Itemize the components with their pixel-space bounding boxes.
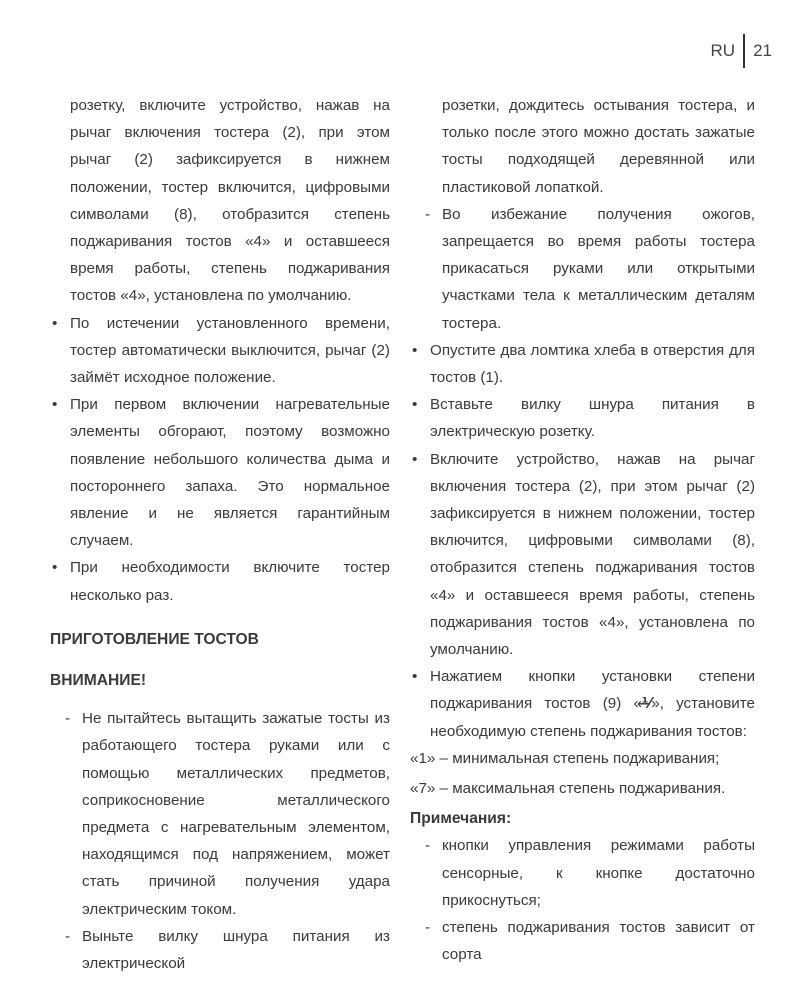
browning-level-icon: ⅟̶ [641, 695, 652, 713]
list-item-text: Вставьте вилку шнура питания в электрическую розетку. [430, 396, 755, 441]
continued-paragraph: розетку, включите устройство, нажав на рычаг включения тостера (2), при этом рычаг (2) зафиксируется в нижнем положении, тостер включится, цифровыми символами (8), отобразится степень поджаривания тостов «4» и оставшееся время работы, степень поджаривания тостов «4», установлена по умолчанию. [70, 97, 390, 305]
right-column [410, 92, 755, 969]
dash-mark: - [425, 205, 431, 223]
dash-item-text: Во избежание получения ожогов, запрещается во время работы тостера прикасаться руками или открытыми участками тела к металлическим деталям тостера. [442, 205, 755, 332]
dash-mark: - [425, 919, 431, 937]
list-item-text: По истечении установленного времени, тостер автоматически выключится, рычаг (2) займёт исходное положение. [70, 314, 390, 387]
dash-item [50, 923, 390, 977]
list-item [410, 446, 755, 664]
dash-item-text: Не пытайтесь вытащить зажатые тосты из работающего тостера руками или с помощью металлических предметов, соприкосновение металлического предмета с нагревательным элементом, находящимся под напряжением, может стать причиной получения удара электрическим током. [82, 710, 390, 918]
dash-mark: - [65, 710, 71, 728]
bullet-mark: • [412, 668, 418, 686]
left-column [50, 92, 390, 977]
dash-item [50, 705, 390, 923]
page-number: 21 [753, 41, 772, 60]
list-item-text-start: Нажатием кнопки установки степени поджаривания тостов (9) « [430, 668, 755, 713]
note-item [410, 832, 755, 914]
list-item-text-end: », установите необходимую степень поджаривания тостов: [430, 695, 755, 740]
dash-mark: - [425, 837, 431, 855]
list-item [50, 391, 390, 554]
min-level-line: «1» – минимальная степень поджаривания; [410, 749, 720, 767]
bullet-mark: • [412, 341, 418, 359]
dash-mark: - [65, 927, 71, 945]
page-header [711, 34, 772, 68]
list-item [410, 391, 755, 445]
list-item-text: При первом включении нагревательные элементы обгорают, поэтому возможно появление небольшого количества дыма и постороннего запаха. Это нормальное явление и не является гарантийным случаем. [70, 396, 390, 550]
list-item-text: Включите устройство, нажав на рычаг включения тостера (2), при этом рычаг (2) зафиксируется в нижнем положении, тостер включится, цифровыми символами (8), отобразится степень поджаривания тостов «4» и оставшееся время работы, степень поджаривания тостов «4», установлена по умолчанию. [430, 450, 755, 659]
note-item-text: степень поджаривания тостов зависит от сорта [442, 919, 755, 964]
list-item [50, 310, 390, 392]
language-label: RU [710, 41, 736, 60]
warning-title: ВНИМАНИЕ! [50, 672, 147, 690]
bullet-mark: • [412, 450, 418, 468]
bullet-mark: • [412, 396, 418, 414]
section-title: ПРИГОТОВЛЕНИЕ ТОСТОВ [50, 630, 259, 648]
bullet-mark: • [52, 559, 58, 577]
list-item [410, 337, 755, 391]
notes-title: Примечания: [410, 810, 512, 828]
note-item [410, 914, 755, 968]
dash-item [410, 201, 755, 337]
list-item-text: При необходимости включите тостер несколько раз. [70, 559, 390, 604]
note-item-text: кнопки управления режимами работы сенсорные, к кнопке достаточно прикоснуться; [442, 837, 755, 909]
continued-paragraph: розетки, дождитесь остывания тостера, и только после этого можно достать зажатые тосты подходящей деревянной или пластиковой лопаткой. [442, 97, 755, 196]
list-item-text: Опустите два ломтика хлеба в отверстия для тостов (1). [430, 341, 755, 387]
bullet-mark: • [52, 396, 58, 414]
list-item [410, 663, 755, 745]
max-level-line: «7» – максимальная степень поджаривания. [410, 780, 726, 798]
list-item [50, 554, 390, 608]
dash-item-text: Выньте вилку шнура питания из электрической [82, 927, 390, 973]
bullet-mark: • [52, 314, 58, 332]
